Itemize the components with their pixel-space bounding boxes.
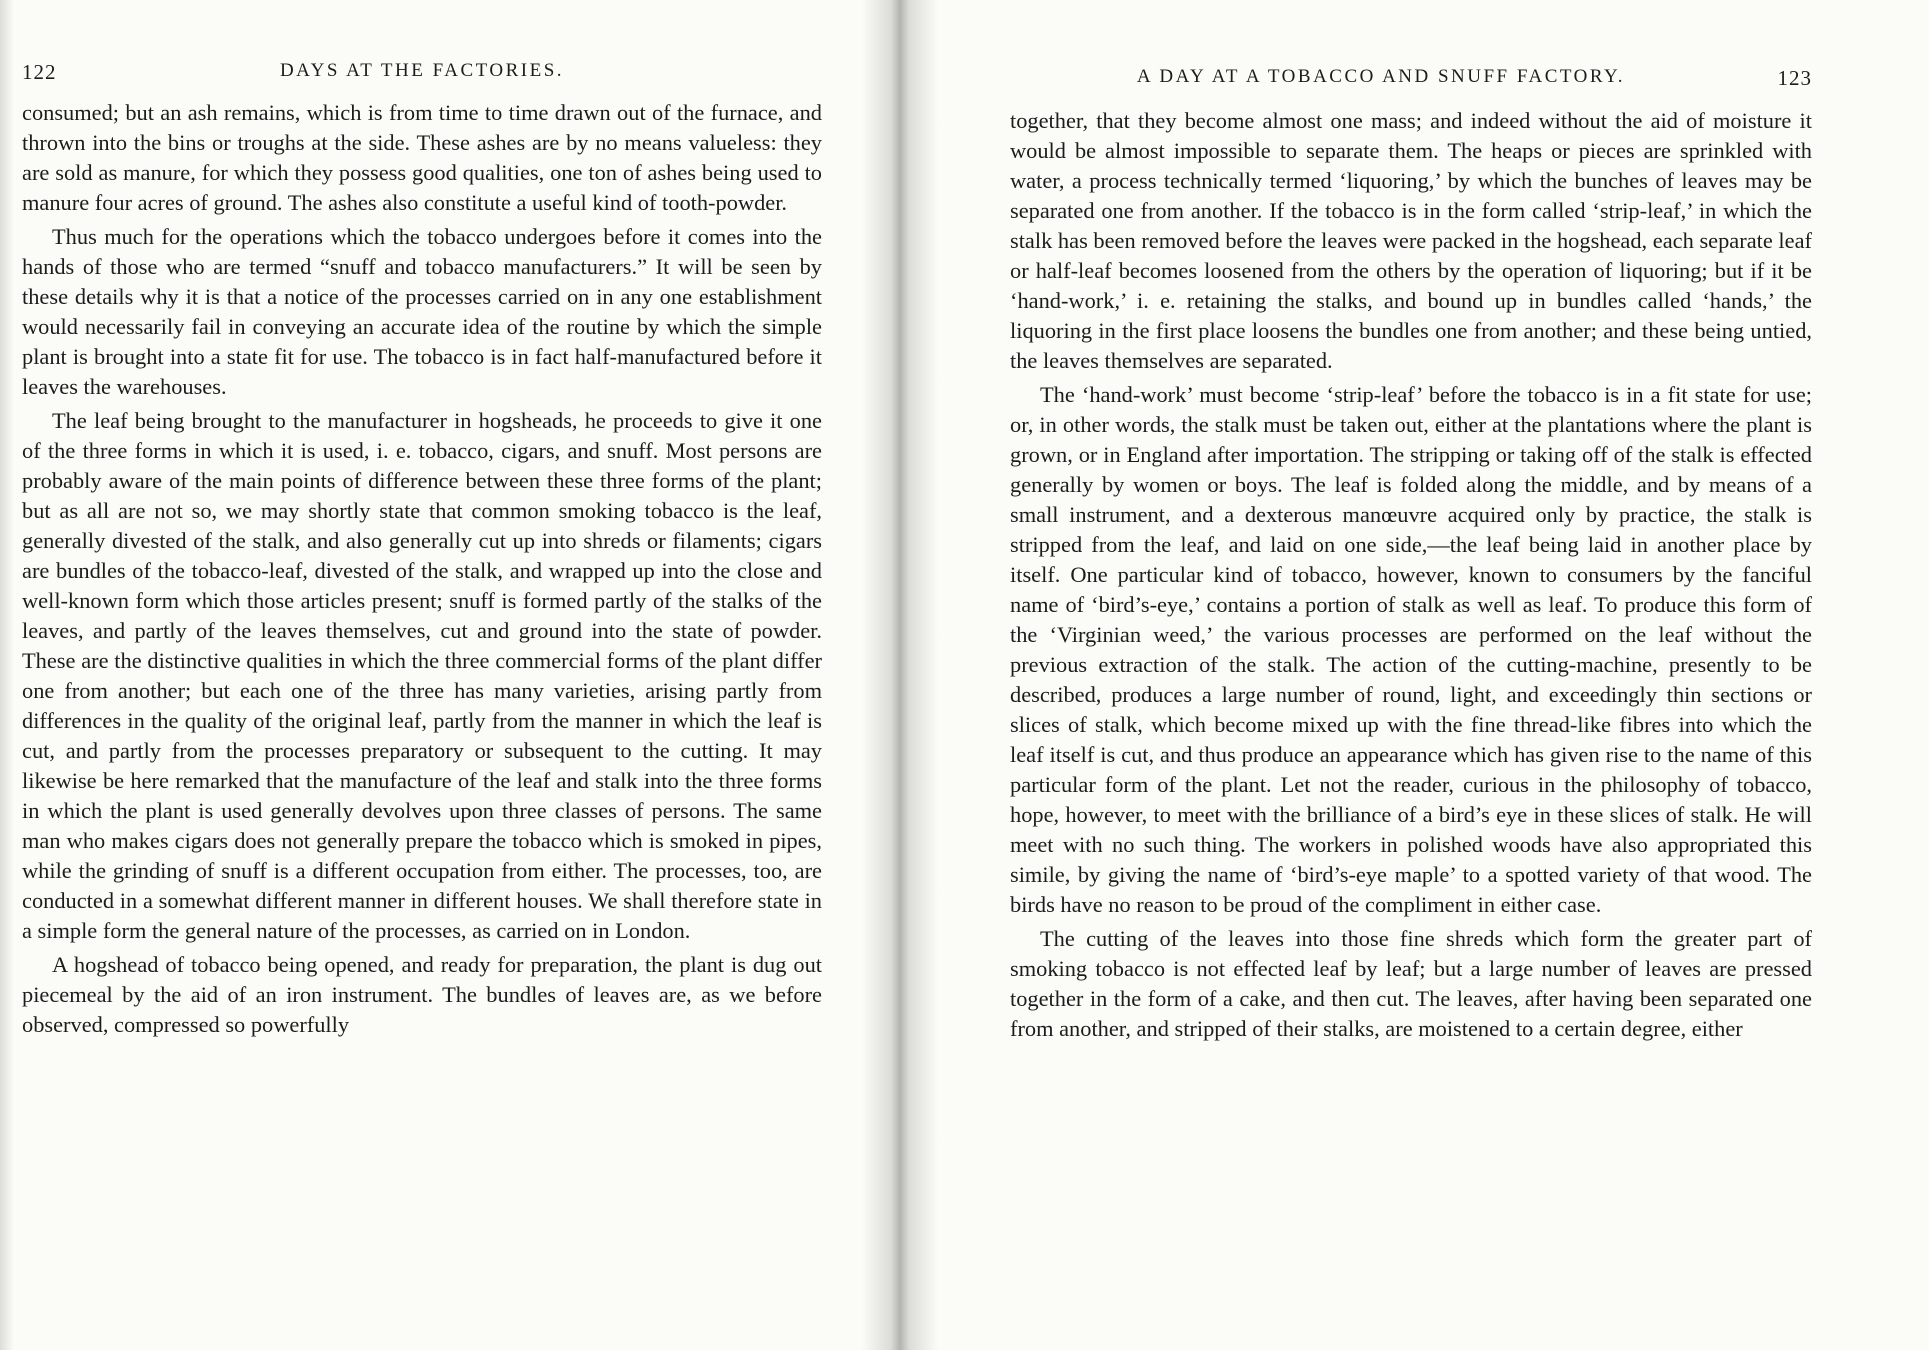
left-page — [22, 0, 822, 1350]
book-gutter — [862, 0, 938, 1350]
right-paragraph-1: together, that they become almost one mass; and indeed without the aid of moisture it would be almost impossible to separate them. The heaps or pieces are sprinkled with water, a process technically termed ‘liquoring,’ by which the bunches of leaves may be separated one from another. If the tobacco is in the form called ‘strip-leaf,’ in which the stalk has been removed before the leaves were packed in the hogshead, each separate leaf or half-leaf becomes loosened from the others by the operation of liquoring; but if it be ‘hand-work,’ i. e. retaining the stalks, and bound up in bundles called ‘hands,’ the liquoring in the first place loosens the bundles one from another; and these being untied, the leaves themselves are separated. — [1010, 108, 1812, 373]
right-paragraph-3: The cutting of the leaves into those fine shreds which form the greater part of smoking tobacco is not effected leaf by leaf; but a large number of leaves are pressed together in the form of a cake, and then cut. The leaves, after having been separated one from another, and stripped of their stalks, are moistened to a certain degree, either — [1010, 926, 1812, 1041]
right-page-body — [1010, 106, 1812, 1044]
right-running-title: A DAY AT A TOBACCO AND SNUFF FACTORY. — [1136, 66, 1626, 87]
left-paragraph-3: The leaf being brought to the manufacturer in hogsheads, he proceeds to give it one of the three forms in which it is used, i. e. tobacco, cigars, and snuff. Most persons are probably aware of the main points of difference between these three forms of the plant; but as all are not so, we may shortly state that common smoking tobacco is the leaf, generally divested of the stalk, and also generally cut up into shreds or filaments; cigars are bundles of the tobacco-leaf, divested of the stalk, and wrapped up into the close and well-known form which those articles present; snuff is formed partly of the stalks of the leaves, and partly of the leaves themselves, cut and ground into the state of powder. These are the distinctive qualities in which the three commercial forms of the plant differ one from another; but each one of the three has many varieties, arising partly from differences in the quality of the original leaf, partly from the manner in which the leaf is cut, and partly from the processes preparatory or subsequent to the cutting. It may likewise be here remarked that the manufacture of the leaf and stalk into the three forms in which the plant is used generally devolves upon three classes of persons. The same man who makes cigars does not generally prepare the tobacco which is smoked in pipes, while the grinding of snuff is a different occupation from either. The processes, too, are conducted in a somewhat different manner in different houses. We shall therefore state in a simple form the general nature of the processes, as carried on in London. — [22, 408, 822, 943]
left-running-head — [22, 60, 822, 90]
left-page-body — [22, 98, 822, 1040]
right-running-head — [1010, 66, 1812, 96]
left-paragraph-2: Thus much for the operations which the tobacco undergoes before it comes into the hands of those who are termed “snuff and tobacco manufacturers.” It will be seen by these details why it is that a notice of the processes carried on in any one establishment would necessarily fail in conveying an accurate idea of the routine by which the simple plant is brought into a state fit for use. The tobacco is in fact half-manufactured before it leaves the warehouses. — [22, 224, 822, 399]
left-paragraph-4: A hogshead of tobacco being opened, and ready for preparation, the plant is dug out piecemeal by the aid of an iron instrument. The bundles of leaves are, as we before observed, compressed so powerfully — [22, 952, 822, 1037]
right-page — [1010, 0, 1812, 1350]
left-running-title: DAYS AT THE FACTORIES. — [279, 60, 565, 81]
left-paragraph-1: consumed; but an ash remains, which is from time to time drawn out of the furnace, and thrown into the bins or troughs at the side. These ashes are by no means valueless: they are sold as manure, for which they possess good qualities, one ton of ashes being used to manure four acres of ground. The ashes also constitute a useful kind of tooth-powder. — [22, 100, 822, 215]
right-page-number: 123 — [1777, 66, 1812, 90]
left-page-number: 122 — [22, 60, 57, 84]
page-edge-shadow — [0, 0, 14, 1350]
right-paragraph-2: The ‘hand-work’ must become ‘strip-leaf’ before the tobacco is in a fit state for use; or, in other words, the stalk must be taken out, either at the plantations where the plant is grown, or in England after importation. The stripping or taking off of the stalk is effected generally by women or boys. The leaf is folded along the middle, and by means of a small instrument, and a dexterous manœuvre acquired only by practice, the stalk is stripped from the leaf, and laid on one side,—the leaf being laid in another place by itself. One particular kind of tobacco, however, known to consumers by the fanciful name of ‘bird’s-eye,’ contains a portion of stalk as well as leaf. To produce this form of the ‘Virginian weed,’ the various processes are performed on the leaf without the previous extraction of the stalk. The action of the cutting-machine, presently to be described, produces a large number of round, light, and exceedingly thin sections or slices of stalk, which become mixed up with the fine thread-like fibres into which the leaf itself is cut, and thus produce an appearance which has given rise to the name of this particular form of the plant. Let not the reader, curious in the philosophy of tobacco, hope, however, to meet with the brilliance of a bird’s eye in these slices of stalk. He will meet with no such thing. The workers in polished woods have also appropriated this simile, by giving the name of ‘bird’s-eye maple’ to a spotted variety of that wood. The birds have no reason to be proud of the compliment in either case. — [1010, 382, 1812, 917]
